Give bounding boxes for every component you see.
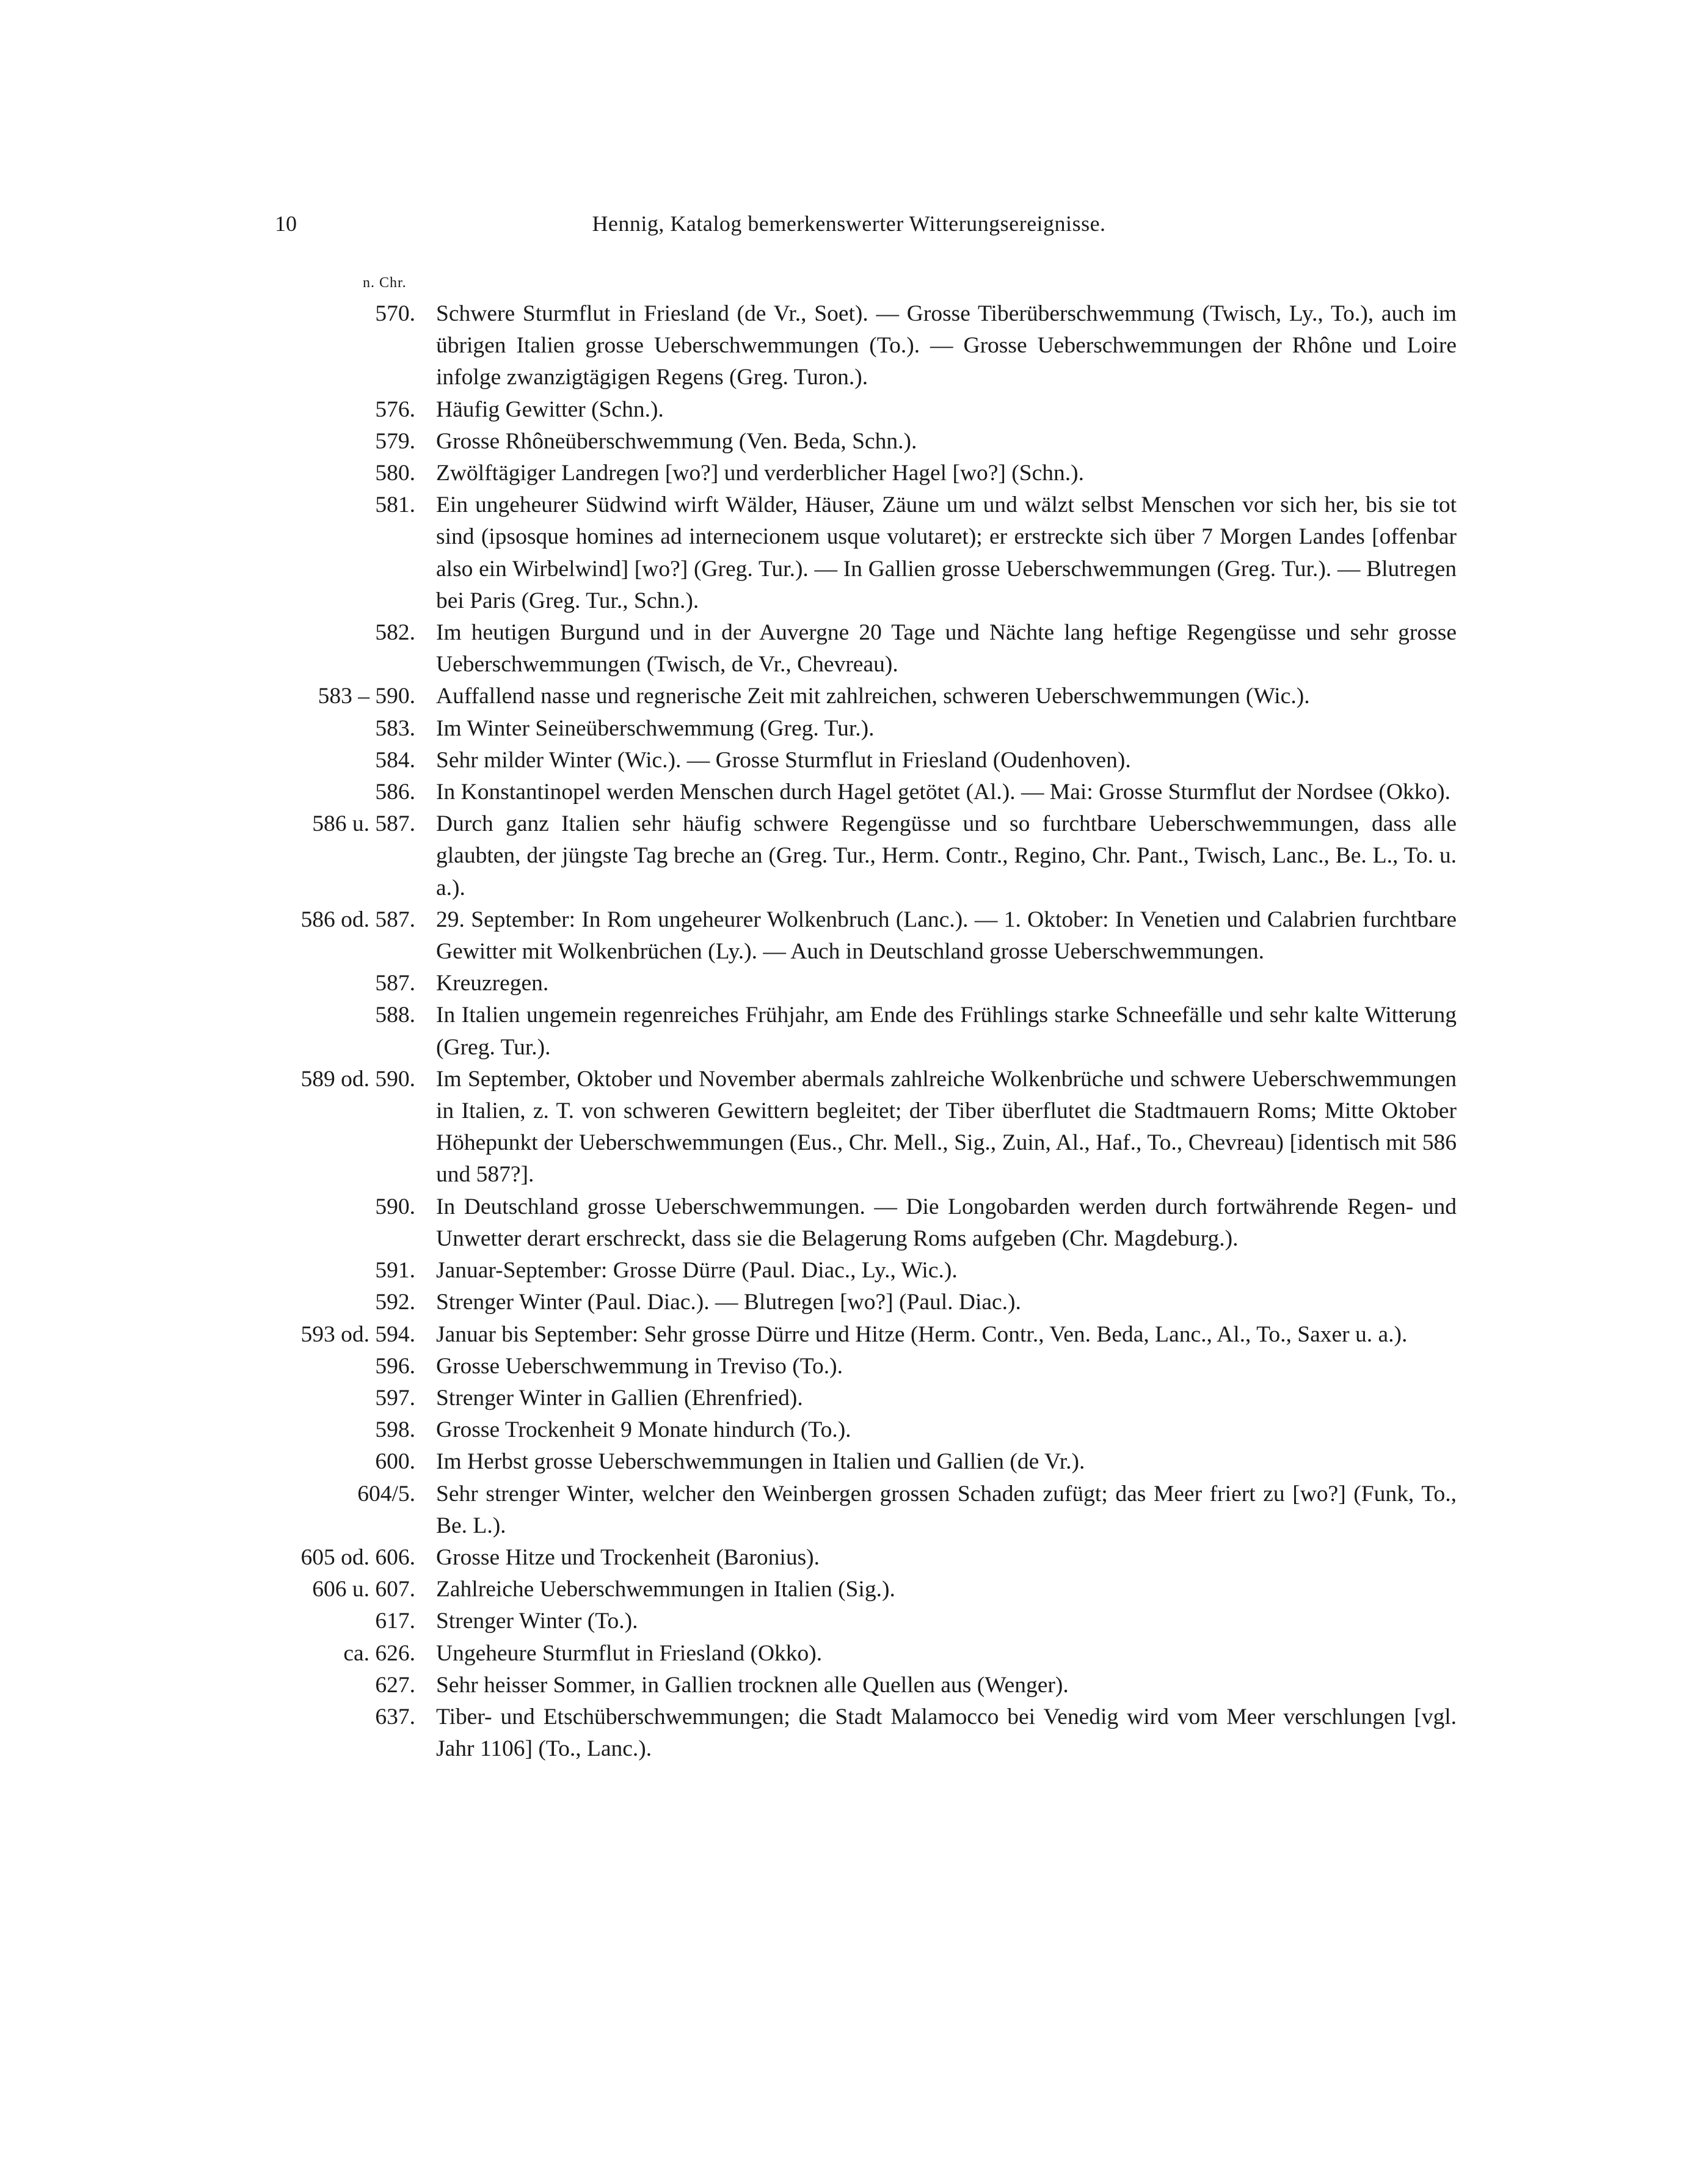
entry-text: Häufig Gewitter (Schn.). <box>436 396 664 422</box>
entry-text: Ungeheure Sturmflut in Friesland (Okko). <box>436 1640 823 1666</box>
entry-year: 600. <box>375 1449 415 1475</box>
entry-text: Sehr milder Winter (Wic.). — Grosse Sturmflut in Friesland (Oudenhoven). <box>436 747 1131 773</box>
chronicle-entry <box>269 1701 1457 1765</box>
entry-year: 604/5. <box>357 1481 415 1507</box>
chronicle-entry <box>269 1605 1457 1637</box>
entry-text: Zahlreiche Ueberschwemmungen in Italien (Sig.). <box>436 1577 895 1602</box>
entry-text: Auffallend nasse und regnerische Zeit mit zahlreichen, schweren Ueberschwemmungen (Wic.). <box>436 684 1310 709</box>
entry-text: Schwere Sturmflut in Friesland (de Vr., Soet). — Grosse Tiberüberschwemmung (Twisch, Ly., To.), auch im übrigen Italien grosse Ueberschwemmungen (To.). — Grosse Ueberschwemmungen der Rhône und Loire infolge zwanzigtägigen Regens (Greg. Turon.). <box>436 301 1457 390</box>
chronicle-entry <box>269 808 1457 904</box>
page-number: 10 <box>275 211 297 236</box>
entry-year: 570. <box>375 301 415 326</box>
entry-text: Januar bis September: Sehr grosse Dürre und Hitze (Herm. Contr., Ven. Beda, Lanc., Al., To., Saxer u. a.). <box>436 1321 1408 1347</box>
chronicle-entry <box>269 298 1457 394</box>
chronicle-entry <box>269 1670 1457 1701</box>
entry-year: 586 od. 587. <box>300 907 415 932</box>
chronicle-entry <box>269 426 1457 458</box>
entry-year: 587. <box>375 971 415 996</box>
entry-year: 591. <box>375 1258 415 1284</box>
chronicle-entry <box>269 1382 1457 1414</box>
chronicle-entry <box>269 1638 1457 1670</box>
entry-year: 580. <box>375 461 415 486</box>
entry-year: 583 – 590. <box>318 684 415 709</box>
entry-year: 617. <box>375 1609 415 1634</box>
entry-year: 605 od. 606. <box>300 1544 415 1570</box>
entry-year: ca. 626. <box>343 1640 415 1666</box>
chronicle-entry <box>269 1255 1457 1287</box>
chronicle-entry <box>269 1351 1457 1382</box>
chronicle-entry <box>269 1446 1457 1478</box>
entry-text: Im Herbst grosse Ueberschwemmungen in Italien und Gallien (de Vr.). <box>436 1449 1085 1475</box>
entry-text: Grosse Rhôneüberschwemmung (Ven. Beda, Schn.). <box>436 428 917 454</box>
entry-year: 583. <box>375 715 415 741</box>
entry-text: Januar-September: Grosse Dürre (Paul. Diac., Ly., Wic.). <box>436 1258 958 1284</box>
entry-year: 576. <box>375 396 415 422</box>
chronicle-entry <box>269 713 1457 745</box>
entry-year: 593 od. 594. <box>300 1321 415 1347</box>
running-title: Hennig, Katalog bemerkenswerter Witterungsereignisse. <box>592 211 1106 236</box>
era-label: n. Chr. <box>363 275 407 291</box>
entry-text: Grosse Trockenheit 9 Monate hindurch (To.). <box>436 1417 851 1443</box>
entry-text: Grosse Ueberschwemmung in Treviso (To.). <box>436 1353 843 1379</box>
chronicle-entry <box>269 1191 1457 1255</box>
chronicle-entry <box>269 1287 1457 1318</box>
chronicle-entry <box>269 999 1457 1063</box>
entry-year: 598. <box>375 1417 415 1443</box>
entry-year: 596. <box>375 1353 415 1379</box>
entry-text: Strenger Winter (Paul. Diac.). — Blutregen [wo?] (Paul. Diac.). <box>436 1290 1021 1315</box>
entry-text: In Konstantinopel werden Menschen durch Hagel getötet (Al.). — Mai: Grosse Sturmflut der Nordsee (Okko). <box>436 780 1451 805</box>
chronicle-entry <box>269 681 1457 712</box>
entry-text: Durch ganz Italien sehr häufig schwere Regengüsse und so furchtbare Ueberschwemmungen, dass alle glaubten, der jüngste Tag breche an (Greg. Tur., Herm. Contr., Regino, Chr. Pant., Twisch, Lanc., Be. L., To. u. a.). <box>436 811 1457 900</box>
chronicle-entry <box>269 394 1457 426</box>
entry-text: Kreuzregen. <box>436 971 549 996</box>
entry-text: Sehr heisser Sommer, in Gallien trocknen alle Quellen aus (Wenger). <box>436 1672 1069 1698</box>
chronicle-entries <box>269 298 1457 1765</box>
chronicle-entry <box>269 617 1457 681</box>
chronicle-entry <box>269 1414 1457 1446</box>
entry-text: Sehr strenger Winter, welcher den Weinbergen grossen Schaden zufügt; das Meer friert zu [wo?] (Funk, To., Be. L.). <box>436 1481 1457 1538</box>
entry-year: 584. <box>375 747 415 773</box>
chronicle-entry <box>269 1319 1457 1351</box>
chronicle-entry <box>269 1574 1457 1605</box>
entry-text: Zwölftägiger Landregen [wo?] und verderblicher Hagel [wo?] (Schn.). <box>436 461 1085 486</box>
chronicle-entry <box>269 1478 1457 1542</box>
chronicle-entry <box>269 1064 1457 1191</box>
entry-year: 586 u. 587. <box>312 811 415 837</box>
chronicle-entry <box>269 458 1457 489</box>
entry-text: Ein ungeheurer Südwind wirft Wälder, Häuser, Zäune um und wälzt selbst Menschen vor sich her, bis sie tot sind (ipsosque homines ad internecionem usque volutaret); er erstreckte sich über 7 Morgen Landes [offenbar also ein Wirbelwind] [wo?] (Greg. Tur.). — In Gallien grosse Ueberschwemmungen (Greg. Tur.). — Blutregen bei Paris (Greg. Tur., Schn.). <box>436 492 1457 613</box>
entry-text: Grosse Hitze und Trockenheit (Baronius). <box>436 1544 820 1570</box>
entry-text: Im heutigen Burgund und in der Auvergne 20 Tage und Nächte lang heftige Regengüsse und sehr grosse Ueberschwemmungen (Twisch, de Vr., Chevreau). <box>436 620 1457 677</box>
chronicle-entry <box>269 776 1457 808</box>
entry-year: 637. <box>375 1704 415 1729</box>
chronicle-entry <box>269 489 1457 617</box>
entry-text: In Italien ungemein regenreiches Frühjahr, am Ende des Frühlings starke Schneefälle und sehr kalte Witterung (Greg. Tur.). <box>436 1003 1457 1060</box>
entry-year: 579. <box>375 428 415 454</box>
entry-text: Tiber- und Etschüberschwemmungen; die Stadt Malamocco bei Venedig wird vom Meer verschlungen [vgl. Jahr 1106] (To., Lanc.). <box>436 1704 1457 1762</box>
entry-year: 582. <box>375 620 415 646</box>
entry-year: 597. <box>375 1385 415 1411</box>
chronicle-entry <box>269 968 1457 999</box>
entry-text: 29. September: In Rom ungeheurer Wolkenbruch (Lanc.). — 1. Oktober: In Venetien und Calabrien furchtbare Gewitter mit Wolkenbrüchen (Ly.). — Auch in Deutschland grosse Ueberschwemmungen. <box>436 907 1457 965</box>
entry-year: 588. <box>375 1003 415 1028</box>
entry-text: Im September, Oktober und November abermals zahlreiche Wolkenbrüche und schwere Ueberschwemmungen in Italien, z. T. von schweren Gewittern begleitet; der Tiber überflutet die Stadtmauern Roms; Mitte Oktober Höhepunkt der Ueberschwemmungen (Eus., Chr. Mell., Sig., Zuin, Al., Haf., To., Chevreau) [identisch mit 586 und 587?]. <box>436 1066 1457 1188</box>
chronicle-entry <box>269 904 1457 968</box>
chronicle-entry <box>269 745 1457 776</box>
entry-text: Strenger Winter in Gallien (Ehrenfried). <box>436 1385 803 1411</box>
entry-text: In Deutschland grosse Ueberschwemmungen. — Die Longobarden werden durch fortwährende Regen- und Unwetter derart erschreckt, dass sie die Belagerung Roms aufgeben (Chr. Magdeburg.). <box>436 1194 1457 1251</box>
page-header <box>275 206 1423 241</box>
entry-year: 589 od. 590. <box>300 1066 415 1092</box>
chronicle-entry <box>269 1542 1457 1574</box>
entry-year: 627. <box>375 1672 415 1698</box>
entry-text: Im Winter Seineüberschwemmung (Greg. Tur.). <box>436 715 875 741</box>
entry-year: 586. <box>375 780 415 805</box>
entry-year: 592. <box>375 1290 415 1315</box>
entry-year: 590. <box>375 1194 415 1219</box>
entry-year: 606 u. 607. <box>312 1577 415 1602</box>
entry-year: 581. <box>375 492 415 518</box>
entry-text: Strenger Winter (To.). <box>436 1609 638 1634</box>
